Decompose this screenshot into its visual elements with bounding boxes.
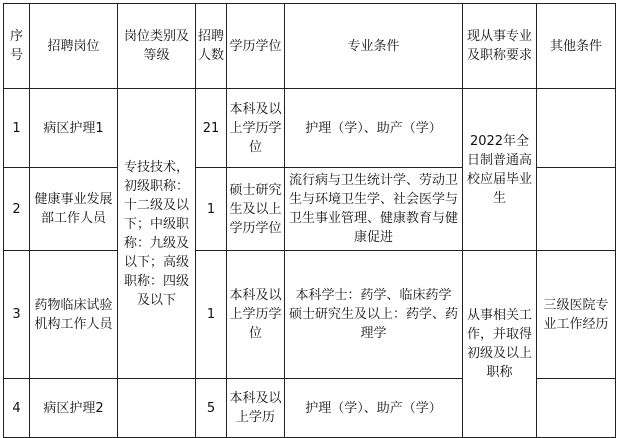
category-empty-cell — [118, 379, 196, 438]
recruitment-table — [3, 3, 616, 438]
row-seq: 3 — [4, 251, 30, 379]
row-seq: 1 — [4, 89, 30, 168]
row-count: 5 — [196, 379, 227, 438]
row-position: 病区护理2 — [30, 379, 118, 438]
header-category: 岗位类别及等级 — [118, 4, 196, 89]
header-seq: 序号 — [4, 4, 30, 89]
row-major: 本科学士：药学、临床药学 硕士研究生及以上：药学、药理学 — [285, 251, 463, 379]
row-count: 1 — [196, 168, 227, 251]
header-position: 招聘岗位 — [30, 4, 118, 89]
header-row — [4, 4, 616, 89]
row-education: 硕士研究生及以上学历学位 — [227, 168, 285, 251]
row-position: 药物临床试验机构工作人员 — [30, 251, 118, 379]
row-education: 本科及以上学历学位 — [227, 251, 285, 379]
row-count: 1 — [196, 251, 227, 379]
row-count: 21 — [196, 89, 227, 168]
other-conditions-cell: 三级医院专业工作经历 — [537, 251, 616, 379]
header-education: 学历学位 — [227, 4, 285, 89]
header-major: 专业条件 — [285, 4, 463, 89]
header-other: 其他条件 — [537, 4, 616, 89]
table-row — [4, 89, 616, 168]
other-empty-cell — [537, 168, 616, 251]
requirement-experience-cell: 从事相关工作，并取得初级及以上职称 — [463, 251, 537, 438]
row-education: 本科及以上学历学位 — [227, 89, 285, 168]
table-row — [4, 251, 616, 379]
row-position: 健康事业发展部工作人员 — [30, 168, 118, 251]
row-position: 病区护理1 — [30, 89, 118, 168]
header-count: 招聘人数 — [196, 4, 227, 89]
row-seq: 4 — [4, 379, 30, 438]
row-education: 本科及以上学历 — [227, 379, 285, 438]
row-major: 护理（学）、助产（学） — [285, 89, 463, 168]
row-seq: 2 — [4, 168, 30, 251]
row-major: 护理（学）、助产（学） — [285, 379, 463, 438]
other-empty-cell — [537, 379, 616, 438]
other-empty-cell — [537, 89, 616, 168]
category-cell: 专技技术，初级职称：十二级及以下；中级职称：九级及以下；高级职称：四级及以下 — [118, 89, 196, 379]
row-major: 流行病与卫生统计学、劳动卫生与环境卫生学、社会医学与卫生事业管理、健康教育与健康促进 — [285, 168, 463, 251]
header-requirement: 现从事专业及职称要求 — [463, 4, 537, 89]
requirement-graduate-cell: 2022年全日制普通高校应届毕业生 — [463, 89, 537, 251]
